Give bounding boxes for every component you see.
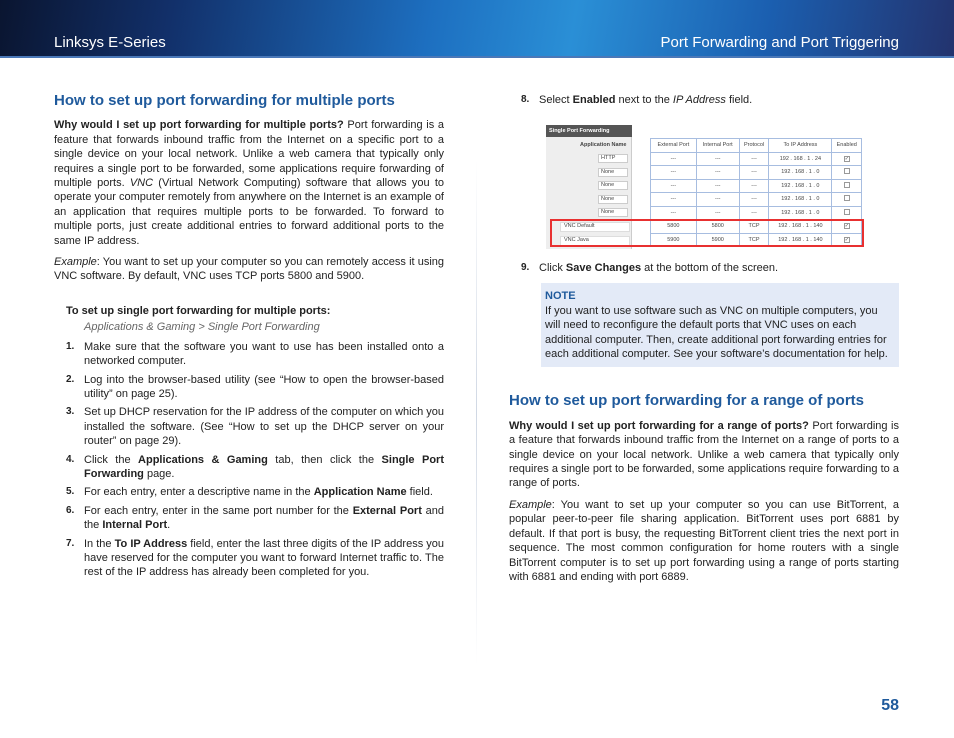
enabled-checkbox[interactable]: [844, 209, 850, 215]
enabled-checkbox[interactable]: ✓: [844, 236, 849, 243]
application-name-field[interactable]: None: [598, 181, 628, 190]
table-row: [651, 152, 862, 166]
paragraph: Example: You want to set up your computer so you can remotely access it using VNC software. By default, VNC uses TCP ports 5800 and 5900.: [54, 256, 444, 283]
table-row: [651, 166, 862, 180]
application-name-field[interactable]: None: [598, 208, 628, 217]
cell-ip: 192 . 168 . 1 . 24: [769, 152, 832, 166]
screenshot-title: Single Port Forwarding: [546, 125, 632, 137]
note-title: NOTE: [545, 290, 576, 303]
step: 2. Log into the browser-based utility (see “How to open the browser-based utility” on page 25).: [66, 373, 444, 400]
cell-proto[interactable]: TCP: [739, 233, 769, 247]
application-name-field[interactable]: None: [598, 168, 628, 177]
cell-int: ---: [696, 166, 739, 180]
section-title: How to set up port forwarding for multiple ports: [54, 92, 395, 109]
paragraph: Example: You want to set up your computer so you can use BitTorrent, a popular peer-to-peer file sharing application. BitTorrent uses port 6881 by default. If that port is busy, the requesting BitTorrent client tries the next port in sequence. The most common configuration for home routers with a single BitTorrent computer is to set up port forwarding using a range of ports starting with 6881 and ending with port 6889.: [509, 498, 899, 583]
procedure-path: Applications & Gaming > Single Port Forwarding: [84, 321, 320, 334]
enabled-checkbox[interactable]: [844, 195, 850, 201]
highlight-box: [550, 219, 864, 247]
table-row: [651, 206, 862, 220]
left-column: [54, 94, 444, 584]
cell-int[interactable]: 5900: [696, 233, 739, 247]
cell-proto: ---: [739, 193, 769, 207]
column-header: External Port: [651, 139, 697, 153]
step: 1. Make sure that the software you want to use has been installed onto a networked computer.: [66, 340, 444, 368]
app-name-header: Application Name: [580, 142, 627, 148]
cell-ip[interactable]: 192 . 168 . 1 . 140: [769, 233, 832, 247]
cell-ext: ---: [651, 166, 697, 180]
header-chapter: Port Forwarding and Port Triggering: [660, 34, 899, 51]
cell-proto: ---: [739, 179, 769, 193]
cell-int: ---: [696, 193, 739, 207]
cell-ext[interactable]: 5800: [651, 220, 697, 234]
table-row: [651, 179, 862, 193]
section-title: How to set up port forwarding for a range of ports: [509, 392, 864, 410]
enabled-checkbox[interactable]: [844, 168, 850, 174]
note-box: [541, 283, 899, 367]
cell-int: ---: [696, 179, 739, 193]
enabled-checkbox[interactable]: [844, 182, 850, 188]
page-number: 58: [881, 697, 899, 714]
page-header: [0, 0, 954, 58]
single-port-forwarding-screenshot: [546, 125, 866, 249]
cell-ext: ---: [651, 206, 697, 220]
step: 6. For each entry, enter in the same port number for the External Port and the Internal Port.: [66, 504, 444, 532]
cell-ext: ---: [651, 179, 697, 193]
note-text: If you want to use software such as VNC on multiple computers, you will need to reconfigure the default ports that VNC uses on each additional computer. Then, create additional port forwarding entries for each additional computer. See your software’s documentation for help.: [545, 304, 888, 361]
column-header: To IP Address: [769, 139, 832, 153]
cell-ip: 192 . 168 . 1 . 0: [769, 206, 832, 220]
column-header: Protocol: [739, 139, 769, 153]
cell-ip: 192 . 168 . 1 . 0: [769, 179, 832, 193]
cell-int: ---: [696, 152, 739, 166]
step: 7. In the To IP Address field, enter the last three digits of the IP address you have reserved for the computer you want to forward Internet traffic to. The rest of the IP address has already been completed for you.: [66, 537, 445, 579]
paragraph: Why would I set up port forwarding for multiple ports? Port forwarding is a feature that forwards inbound traffic from the Internet on a specific port to a single device on your local network. Unlike a web camera that typically only requires a single port to be forwarded, some applications require forwarding of multiple ports. VNC (Virtual Network Computing) software that allows you to operate your computer remotely from anywhere on the Internet is an example of an application that requires multiple ports to be forwarded. To forward to multiple ports, just create additional entries to forward additional ports to the same IP address.: [54, 119, 444, 247]
cell-proto: ---: [739, 152, 769, 166]
column-divider: [476, 160, 477, 665]
cell-proto[interactable]: TCP: [739, 220, 769, 234]
application-name-field[interactable]: VNC Default: [560, 222, 630, 232]
right-column: [509, 261, 899, 591]
table-row: [651, 193, 862, 207]
application-name-field[interactable]: VNC Java: [560, 236, 630, 246]
enabled-checkbox[interactable]: ✓: [844, 155, 849, 162]
cell-proto: ---: [739, 206, 769, 220]
application-name-field[interactable]: None: [598, 195, 628, 204]
cell-ext: ---: [651, 152, 697, 166]
step: 4. Click the Applications & Gaming tab, then click the Single Port Forwarding page.: [66, 453, 445, 480]
cell-ext: ---: [651, 193, 697, 207]
step-8: 8. Select Enabled next to the IP Address field.: [521, 94, 753, 106]
column-header: Enabled: [832, 139, 862, 153]
cell-ip[interactable]: 192 . 168 . 1 . 140: [769, 220, 832, 234]
cell-int: ---: [696, 206, 739, 220]
step: 3. Set up DHCP reservation for the IP address of the computer on which you installed the software. (See “How to set up the DHCP server on your router” on page 29).: [66, 406, 444, 448]
steps: [54, 340, 444, 580]
cell-proto: ---: [739, 166, 769, 180]
cell-int[interactable]: 5800: [696, 220, 739, 234]
cell-ip: 192 . 168 . 1 . 0: [769, 166, 832, 180]
cell-ip: 192 . 168 . 1 . 0: [769, 193, 832, 207]
paragraph: Why would I set up port forwarding for a range of ports? Port forwarding is a feature that forwards inbound traffic from the Internet on a range of ports to a single device on your local network. Unlike a web camera that typically only requires a single port to be forwarded, some applications require forwarding to a range of ports.: [509, 419, 899, 490]
header-product: Linksys E-Series: [54, 34, 166, 51]
step: 9. Click Save Changes at the bottom of the screen.: [521, 262, 779, 274]
enabled-checkbox[interactable]: ✓: [844, 223, 849, 230]
procedure-title: To set up single port forwarding for multiple ports:: [66, 304, 331, 317]
application-name-field[interactable]: HTTP: [598, 154, 628, 163]
cell-ext[interactable]: 5900: [651, 233, 697, 247]
column-header: Internal Port: [696, 139, 739, 153]
step: 5. For each entry, enter a descriptive name in the Application Name field.: [66, 486, 433, 499]
